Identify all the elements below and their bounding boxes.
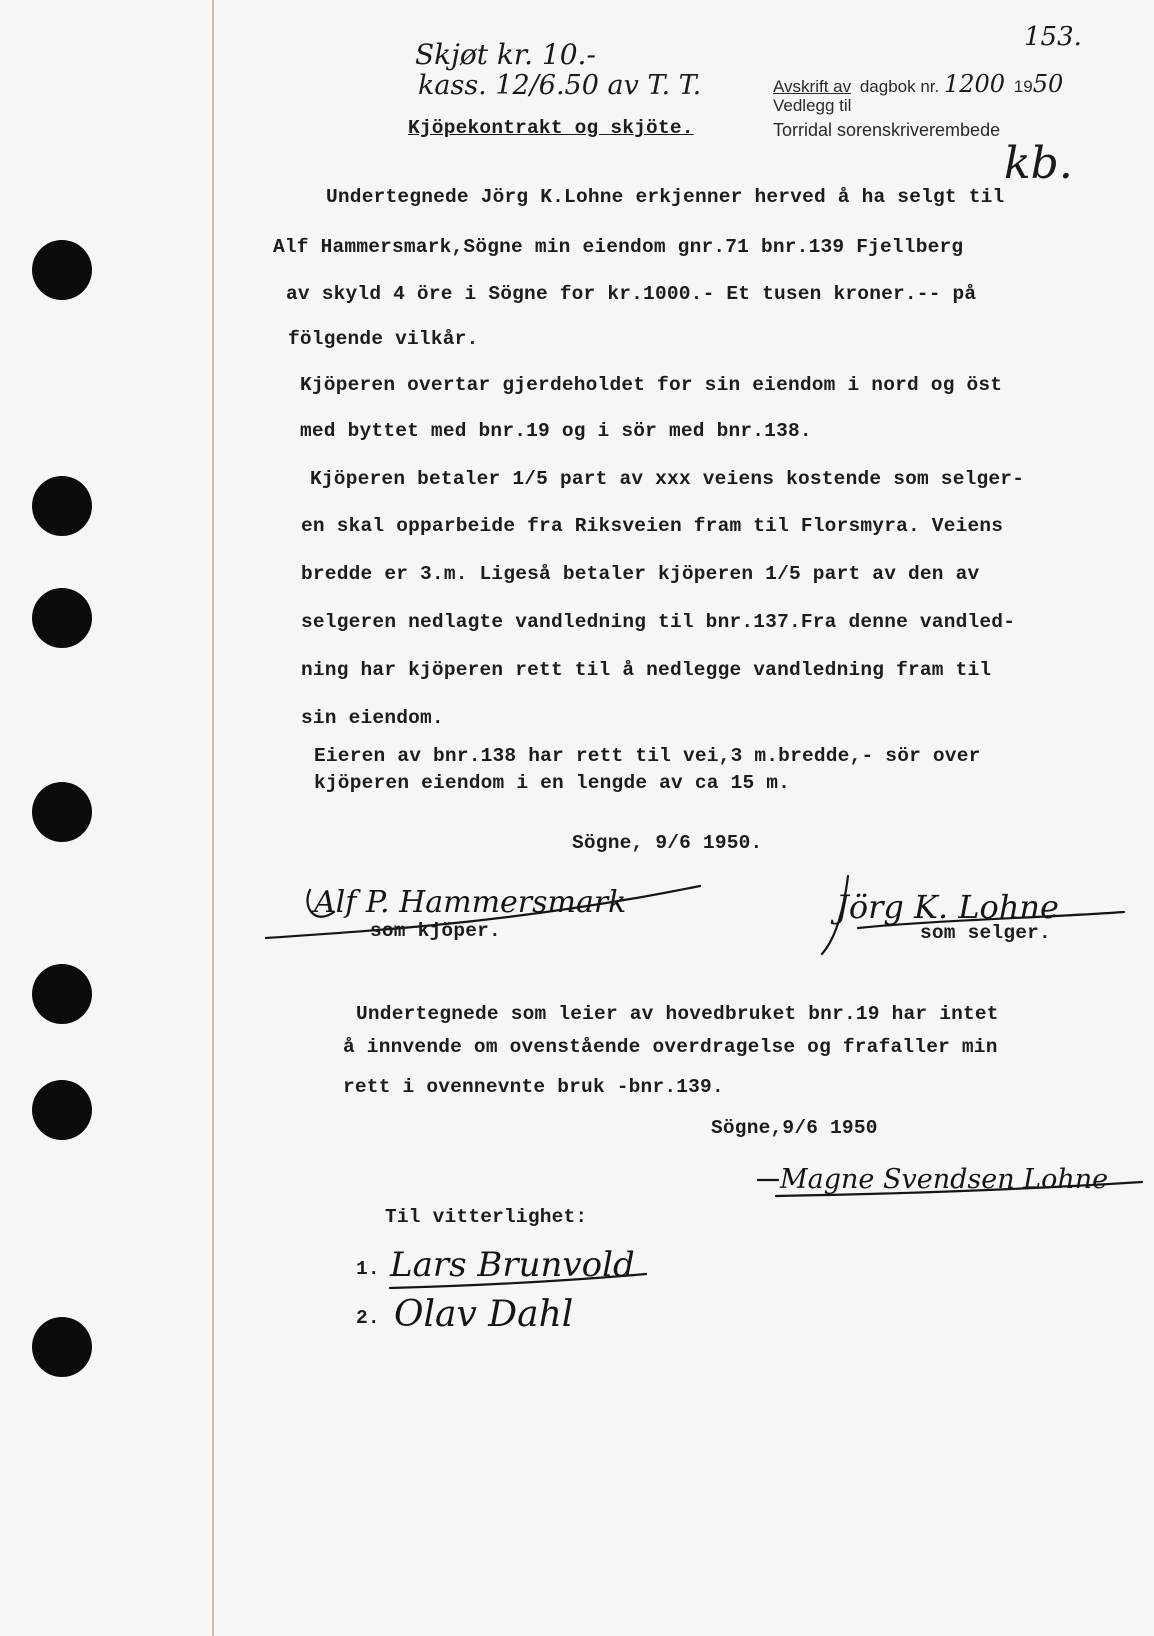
witness-number: 2. (356, 1307, 380, 1329)
punch-hole (32, 782, 92, 842)
page-number: 153. (1024, 22, 1082, 52)
stamp-prefix: Avskrift av (773, 77, 852, 96)
text-line: av skyld 4 öre i Sögne for kr.1000.- Et tusen kroner.-- på (286, 283, 977, 305)
svg-text:Olav Dahl: Olav Dahl (394, 1294, 574, 1335)
punch-hole (32, 240, 92, 300)
seller-signature (818, 868, 1128, 958)
svg-text:Alf P. Hammersmark: Alf P. Hammersmark (314, 885, 627, 920)
text-line: rett i ovennevnte bruk -bnr.139. (343, 1076, 724, 1098)
place-date: Sögne, 9/6 1950. (572, 832, 763, 854)
margin-note-cashier: kass. 12/6.50 av T. T. (418, 70, 702, 101)
punch-hole (32, 1317, 92, 1377)
stamp-year-prefix: 19 (1013, 77, 1033, 96)
text-line: Alf Hammersmark,Sögne min eiendom gnr.71 bnr.139 Fjellberg (273, 236, 964, 258)
svg-text:Jörg K. Lohne: Jörg K. Lohne (836, 888, 1059, 926)
punch-hole (32, 588, 92, 648)
stamp-year-suffix: 50 (1032, 70, 1064, 98)
text-line: bredde er 3.m. Ligeså betaler kjöperen 1/5 part av den av (301, 563, 980, 585)
witness-2-signature (384, 1282, 674, 1344)
punch-hole (32, 476, 92, 536)
witness-number: 1. (356, 1258, 380, 1280)
stamp-line-3: Torridal sorenskriverembede (773, 120, 1001, 140)
text-line: Eieren av bnr.138 har rett til vei,3 m.bredde,- sör over (314, 745, 981, 767)
stamp-line-1 (773, 70, 1063, 98)
svg-text:Magne Svendsen Lohne: Magne Svendsen Lohne (780, 1164, 1109, 1195)
lessee-signature (756, 1150, 1146, 1206)
text-line: å innvende om ovenstående overdragelse og frafaller min (343, 1036, 998, 1058)
svg-text:Lars Brunvold: Lars Brunvold (390, 1245, 635, 1285)
text-line: med byttet med bnr.19 og i sör med bnr.138. (300, 420, 812, 442)
punch-hole (32, 1080, 92, 1140)
text-line: sin eiendom. (301, 707, 444, 729)
punch-hole (32, 964, 92, 1024)
text-line: selgeren nedlagte vandledning til bnr.137.Fra denne vandled- (301, 611, 1016, 633)
text-line: Kjöperen betaler 1/5 part av xxx veiens kostende som selger- (310, 468, 1025, 490)
margin-rule (212, 0, 214, 1636)
document-title: Kjöpekontrakt og skjöte. (408, 117, 694, 139)
text-line: ning har kjöperen rett til å nedlegge vandledning fram til (301, 659, 992, 681)
handwritten-initials: kb. (1004, 138, 1073, 189)
buyer-label: som kjöper. (370, 920, 501, 942)
text-line: Undertegnede som leier av hovedbruket bnr.19 har intet (356, 1003, 999, 1025)
text-line: Kjöperen overtar gjerdeholdet for sin eiendom i nord og öst (300, 374, 1003, 396)
seller-label: som selger. (920, 922, 1051, 944)
text-line: Undertegnede Jörg K.Lohne erkjenner herved å ha selgt til (326, 186, 1005, 208)
stamp-dagbok-number: 1200 (943, 70, 1006, 98)
stamp-dagbok-label: dagbok nr. (859, 77, 940, 96)
witness-heading: Til vitterlighet: (385, 1206, 588, 1228)
margin-note-fee: Skjøt kr. 10.- (415, 38, 596, 71)
text-line: kjöperen eiendom i en lengde av ca 15 m. (314, 772, 791, 794)
text-line: en skal opparbeide fra Riksveien fram til Florsmyra. Veiens (301, 515, 1004, 537)
stamp-line-2: Vedlegg til (773, 96, 852, 115)
place-date: Sögne,9/6 1950 (711, 1117, 878, 1139)
text-line: fölgende vilkår. (288, 328, 479, 350)
